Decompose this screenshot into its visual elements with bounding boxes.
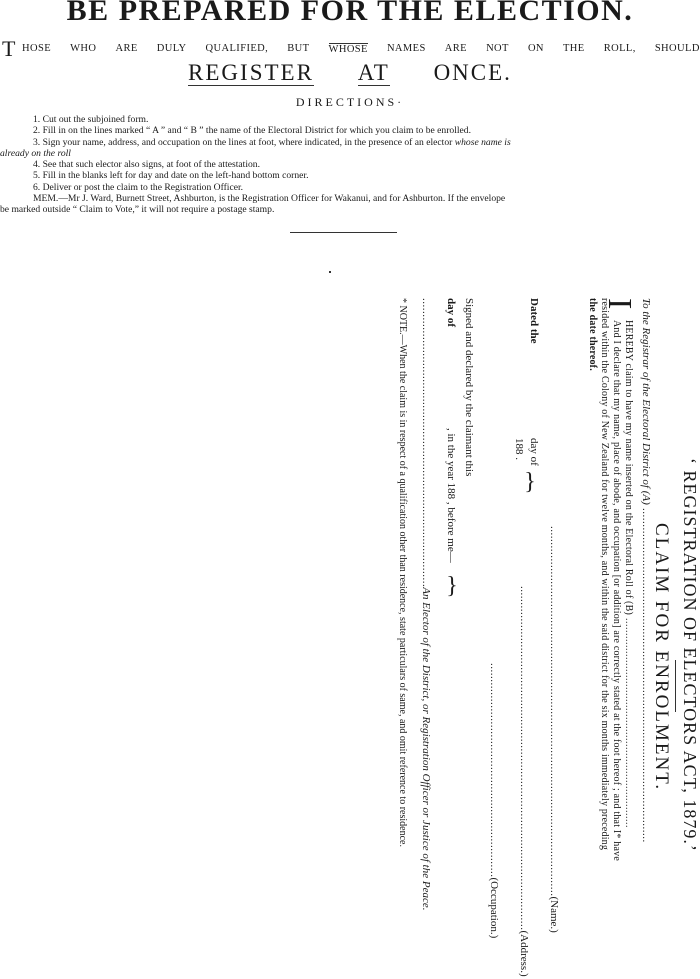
occupation-line: ..................................................................(Occupation.) [488, 663, 500, 939]
name-line: ..................................................................................................................(Name.) [548, 526, 560, 933]
claim-initial: I [601, 298, 638, 310]
address-label: (Address.) [518, 930, 530, 977]
claim-title: CLAIM FOR ENROLMENT. [651, 523, 672, 792]
act-rule [675, 660, 676, 712]
direction-item: 1. Cut out the subjoined form. [33, 114, 149, 125]
brace: } [446, 572, 458, 599]
elector-line: .........................................................................................An Elector of the District, or Registration Officer or Justice of the Peace. [420, 298, 432, 911]
intro-word: ON [527, 43, 544, 54]
intro-word: WHO [70, 43, 97, 54]
to-registrar: To the Registrar of the Electoral District of (A) ....................................................................................................... [640, 298, 652, 843]
intro-word: THE [562, 43, 585, 54]
memo-line: MEM.—Mr J. Ward, Burnett Street, Ashburton, is the Registration Officer for Wakanui, and for Ashburton. If the envelope [33, 193, 506, 205]
intro-word: HOSE [22, 43, 52, 54]
brace: } [524, 468, 536, 495]
intro-line [22, 43, 700, 55]
direction-italic: whose name is [454, 136, 511, 148]
claim-line: resided within the Colony of New Zealand for twelve months, and within the said district for the six months immediately preceding [599, 298, 610, 851]
claim-text: HEREBY claim to have my name inserted on the Electoral Roll of (B) [623, 320, 634, 615]
divider-dot [329, 271, 331, 273]
register-word: REGISTER [188, 60, 314, 85]
register-word: AT [357, 60, 390, 85]
year-before: , in the year 188 , before me— [445, 428, 457, 563]
claim-line: HEREBY claim to have my name inserted on the Electoral Roll of (B) ...................................................................... [623, 320, 634, 828]
register-heading [0, 60, 700, 86]
claim-form [270, 298, 700, 978]
elector-text: An Elector of the District, or Registration Officer or Justice of the Peace. [420, 587, 432, 911]
day-of: day of [528, 438, 540, 466]
intro-initial: T [2, 36, 16, 61]
address-line: ..........................................................................................................(Address.) [518, 586, 530, 977]
intro-word: ROLL, [603, 43, 636, 54]
signed-declared: Signed and declared by the claimant this [463, 298, 475, 477]
directions-list [0, 114, 700, 216]
claim-line: the date thereof. [587, 298, 598, 371]
claim-line: And I declare that my name, place of abode, and occupation [or addition] are correctly stated at the foot hereof ; and that I* have [611, 320, 622, 861]
day-of-2: day of [445, 298, 457, 328]
intro-word: QUALIFIED, [205, 43, 269, 54]
intro-word: ARE [444, 43, 467, 54]
intro-word: BUT [287, 43, 310, 54]
intro-word: NOT [486, 43, 509, 54]
direction-item [0, 148, 700, 159]
occupation-label: (Occupation.) [488, 877, 500, 939]
name-label: (Name.) [548, 896, 560, 933]
to-registrar-text: To the Registrar of the Electoral District of (A) [640, 298, 652, 505]
direction-item: 5. Fill in the blanks left for day and date on the left-hand bottom corner. [33, 170, 309, 182]
footnote: * NOTE.—When the claim is in respect of a qualification other than residence, state particulars of same, and omit reference to residence. [397, 298, 408, 847]
act-title: ‘ REGISTRATION OF ELECTORS ACT, 1879.’ [680, 458, 700, 852]
year-188: 188 . [513, 438, 525, 460]
divider-rule [290, 232, 397, 233]
direction-item: 2. Fill in on the lines marked “ A ” and “ B ” the name of the Electoral District for which you claim to be enrolled. [33, 125, 471, 137]
direction-item [0, 137, 700, 148]
dated-the: Dated the [528, 298, 540, 344]
memo-line: be marked outside “ Claim to Vote,” it will not require a postage stamp. [0, 204, 275, 216]
intro-word: SHOULD [654, 43, 700, 54]
direction-item: 6. Deliver or post the claim to the Registration Officer. [33, 181, 244, 193]
register-word: ONCE. [433, 60, 512, 85]
direction-italic: already on the roll [0, 147, 71, 159]
intro-word: ARE [115, 43, 138, 54]
intro-word: NAMES [386, 43, 426, 54]
direction-item: 4. See that such elector also signs, at foot of the attestation. [33, 159, 260, 171]
direction-text: 3. Sign your name, address, and occupation on the lines at foot, where indicated, in the presence of an elector [33, 136, 455, 148]
directions-title: DIRECTIONS· [295, 95, 405, 109]
headline: BE PREPARED FOR THE ELECTION. [66, 0, 634, 27]
intro-word: WHOSE [328, 44, 368, 55]
intro-word: DULY [156, 43, 187, 54]
